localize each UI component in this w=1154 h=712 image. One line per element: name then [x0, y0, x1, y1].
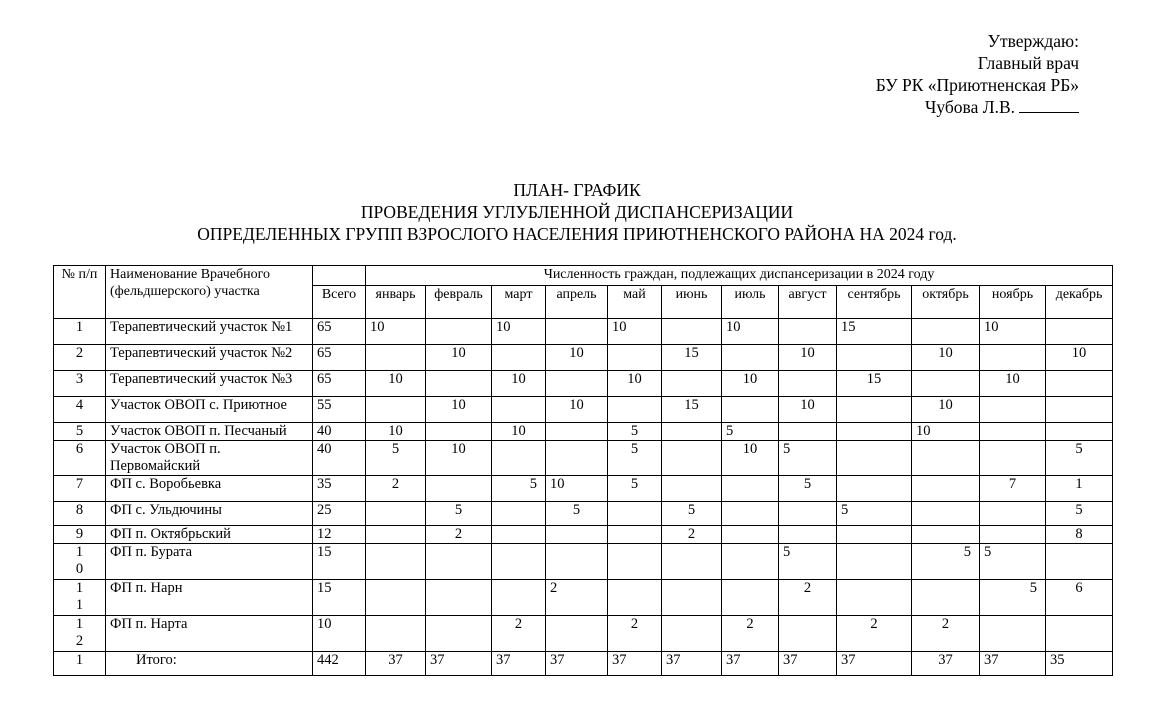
row-name: Участок ОВОП п. Песчаный	[106, 423, 313, 441]
row-month-value	[837, 397, 912, 423]
title-line-3: ОПРЕДЕЛЕННЫХ ГРУПП ВЗРОСЛОГО НАСЕЛЕНИЯ ПРИЮТНЕНСКОГО РАЙОНА НА 2024 год.	[197, 224, 957, 244]
row-month-value	[426, 616, 492, 652]
row-month-value	[837, 544, 912, 580]
row-month-value: 5	[1046, 502, 1113, 526]
row-month-value: 2	[608, 616, 662, 652]
document-title	[0, 179, 1154, 245]
row-month-value	[492, 502, 546, 526]
totals-month-value: 37	[366, 652, 426, 676]
row-month-value	[912, 526, 980, 544]
row-month-value	[1046, 616, 1113, 652]
row-total: 15	[313, 580, 366, 616]
row-month-value: 5	[426, 502, 492, 526]
row-num: 5	[54, 423, 106, 441]
row-month-value	[912, 371, 980, 397]
row-month-value	[980, 616, 1046, 652]
row-num-digit: 1	[75, 544, 84, 560]
totals-month-value: 37	[662, 652, 722, 676]
row-name: Терапевтический участок №2	[106, 345, 313, 371]
row-month-value	[662, 441, 722, 476]
row-total: 65	[313, 319, 366, 345]
row-month-value: 10	[366, 423, 426, 441]
row-month-value	[722, 397, 779, 423]
row-month-value	[546, 441, 608, 476]
row-month-value: 10	[722, 319, 779, 345]
totals-month-value: 37	[426, 652, 492, 676]
row-month-value: 5	[779, 476, 837, 502]
row-month-value: 1	[1046, 476, 1113, 502]
row-month-value: 10	[912, 423, 980, 441]
row-month-value	[912, 580, 980, 616]
row-month-value	[837, 580, 912, 616]
row-month-value: 10	[546, 397, 608, 423]
row-month-value	[722, 526, 779, 544]
row-num: 8	[54, 502, 106, 526]
table-row	[54, 319, 1113, 345]
row-month-value	[779, 319, 837, 345]
row-month-value	[492, 397, 546, 423]
row-month-value	[662, 319, 722, 345]
row-month-value: 5	[546, 502, 608, 526]
approval-line-3: БУ РК «Приютненская РБ»	[875, 75, 1079, 95]
row-total: 15	[313, 544, 366, 580]
row-month-value	[980, 502, 1046, 526]
row-name: ФП п. Бурата	[106, 544, 313, 580]
row-month-value: 6	[1046, 580, 1113, 616]
row-total: 40	[313, 423, 366, 441]
row-month-value	[608, 544, 662, 580]
table-row	[54, 397, 1113, 423]
header-month: февраль	[426, 286, 492, 319]
row-month-value	[980, 423, 1046, 441]
totals-month-value: 37	[492, 652, 546, 676]
row-month-value	[426, 319, 492, 345]
row-name: Участок ОВОП с. Приютное	[106, 397, 313, 423]
approval-line-2: Главный врач	[977, 53, 1079, 73]
row-month-value: 5	[722, 423, 779, 441]
row-month-value	[366, 345, 426, 371]
approver-name: Чубова Л.В.	[924, 97, 1015, 117]
header-month: октябрь	[912, 286, 980, 319]
row-month-value: 10	[1046, 345, 1113, 371]
row-month-value	[608, 502, 662, 526]
row-month-value	[608, 397, 662, 423]
row-month-value: 10	[492, 319, 546, 345]
header-month: январь	[366, 286, 426, 319]
row-month-value	[608, 580, 662, 616]
row-month-value: 10	[546, 476, 608, 502]
row-month-value	[837, 441, 912, 476]
row-month-value	[912, 502, 980, 526]
row-month-value: 5	[980, 544, 1046, 580]
row-month-value	[426, 423, 492, 441]
row-month-value: 8	[1046, 526, 1113, 544]
table-row	[54, 441, 1113, 476]
row-month-value: 10	[426, 345, 492, 371]
row-month-value: 2	[366, 476, 426, 502]
row-name: Участок ОВОП п. Первомайский	[106, 441, 313, 476]
row-month-value	[662, 616, 722, 652]
row-month-value	[426, 476, 492, 502]
header-month: август	[779, 286, 837, 319]
row-name: ФП п. Нарта	[106, 616, 313, 652]
row-month-value	[492, 441, 546, 476]
row-num: 6	[54, 441, 106, 476]
table-row	[54, 476, 1113, 502]
row-month-value: 2	[426, 526, 492, 544]
row-name: ФП п. Нарн	[106, 580, 313, 616]
row-num: 1	[54, 319, 106, 345]
row-month-value	[1046, 397, 1113, 423]
header-num: № п/п	[54, 266, 106, 319]
row-month-value: 10	[779, 345, 837, 371]
row-month-value	[608, 345, 662, 371]
row-month-value: 2	[662, 526, 722, 544]
row-month-value	[722, 580, 779, 616]
title-line-1: ПЛАН- ГРАФИК	[513, 180, 641, 200]
row-num-digit: 1	[75, 580, 84, 596]
row-month-value	[980, 397, 1046, 423]
row-total: 25	[313, 502, 366, 526]
row-month-value: 5	[980, 580, 1046, 616]
row-month-value: 10	[608, 371, 662, 397]
row-month-value	[779, 502, 837, 526]
totals-month-value: 37	[722, 652, 779, 676]
row-month-value	[426, 580, 492, 616]
header-name: Наименование Врачебного (фельдшерского) участка	[106, 266, 313, 319]
row-month-value	[779, 371, 837, 397]
row-month-value: 10	[426, 441, 492, 476]
row-num-digit: 0	[75, 561, 84, 577]
row-month-value	[546, 423, 608, 441]
table-row	[54, 544, 1113, 580]
row-total: 65	[313, 371, 366, 397]
header-month: март	[492, 286, 546, 319]
row-month-value: 10	[722, 371, 779, 397]
signature-line	[1019, 98, 1079, 113]
row-month-value: 2	[837, 616, 912, 652]
row-month-value	[366, 616, 426, 652]
row-month-value	[1046, 371, 1113, 397]
row-num: 2	[54, 345, 106, 371]
row-month-value: 15	[662, 345, 722, 371]
row-month-value: 2	[779, 580, 837, 616]
row-month-value	[912, 476, 980, 502]
row-month-value: 2	[722, 616, 779, 652]
row-month-value: 10	[980, 371, 1046, 397]
row-num-digit: 2	[75, 633, 84, 649]
row-total: 35	[313, 476, 366, 502]
row-month-value	[662, 371, 722, 397]
row-month-value	[722, 502, 779, 526]
row-num	[54, 580, 106, 616]
totals-total: 442	[313, 652, 366, 676]
row-month-value	[912, 441, 980, 476]
totals-month-value: 37	[980, 652, 1046, 676]
row-month-value	[492, 580, 546, 616]
row-month-value	[546, 544, 608, 580]
header-month: май	[608, 286, 662, 319]
row-name: ФП п. Октябрьский	[106, 526, 313, 544]
row-month-value: 10	[722, 441, 779, 476]
row-month-value	[837, 476, 912, 502]
row-num: 4	[54, 397, 106, 423]
header-group: Численность граждан, подлежащих диспансеризации в 2024 году	[366, 266, 1113, 286]
row-total: 40	[313, 441, 366, 476]
row-total: 65	[313, 345, 366, 371]
row-month-value: 10	[779, 397, 837, 423]
header-month: декабрь	[1046, 286, 1113, 319]
row-num: 9	[54, 526, 106, 544]
row-month-value	[662, 580, 722, 616]
header-month: ноябрь	[980, 286, 1046, 319]
table-row	[54, 423, 1113, 441]
row-month-value: 5	[837, 502, 912, 526]
row-month-value: 10	[912, 397, 980, 423]
row-month-value: 5	[779, 441, 837, 476]
row-num	[54, 544, 106, 580]
row-num-digit: 1	[75, 616, 84, 632]
row-month-value	[426, 544, 492, 580]
row-month-value	[1046, 319, 1113, 345]
row-month-value	[492, 345, 546, 371]
totals-month-value: 37	[779, 652, 837, 676]
row-num-digit: 1	[75, 597, 84, 613]
row-month-value: 5	[608, 441, 662, 476]
header-month: июль	[722, 286, 779, 319]
row-month-value: 15	[662, 397, 722, 423]
row-month-value: 15	[837, 319, 912, 345]
row-month-value	[837, 345, 912, 371]
row-month-value: 15	[837, 371, 912, 397]
row-month-value: 5	[912, 544, 980, 580]
totals-num: 1	[54, 652, 106, 676]
row-month-value: 10	[492, 371, 546, 397]
table-row	[54, 371, 1113, 397]
row-month-value	[779, 616, 837, 652]
row-month-value	[837, 423, 912, 441]
row-total: 12	[313, 526, 366, 544]
totals-month-value: 37	[546, 652, 608, 676]
totals-row	[54, 652, 1113, 676]
row-month-value	[980, 345, 1046, 371]
totals-month-value: 37	[912, 652, 980, 676]
row-month-value	[1046, 544, 1113, 580]
row-total: 10	[313, 616, 366, 652]
row-name: ФП с. Ульдючины	[106, 502, 313, 526]
row-month-value	[912, 319, 980, 345]
row-month-value	[492, 544, 546, 580]
row-month-value	[980, 526, 1046, 544]
totals-month-value: 37	[837, 652, 912, 676]
row-month-value: 5	[779, 544, 837, 580]
row-month-value	[1046, 423, 1113, 441]
row-name: Терапевтический участок №3	[106, 371, 313, 397]
row-month-value: 10	[492, 423, 546, 441]
row-month-value: 2	[492, 616, 546, 652]
row-month-value	[366, 526, 426, 544]
table-row	[54, 616, 1113, 652]
row-total: 55	[313, 397, 366, 423]
row-month-value	[722, 544, 779, 580]
table-row	[54, 580, 1113, 616]
row-month-value	[779, 423, 837, 441]
table-row	[54, 526, 1113, 544]
row-month-value	[662, 476, 722, 502]
row-num: 7	[54, 476, 106, 502]
header-total: Всего	[313, 286, 366, 319]
row-month-value: 5	[608, 423, 662, 441]
row-month-value	[722, 476, 779, 502]
row-month-value	[662, 544, 722, 580]
row-month-value	[546, 371, 608, 397]
row-month-value: 7	[980, 476, 1046, 502]
row-month-value	[366, 502, 426, 526]
row-month-value: 10	[980, 319, 1046, 345]
row-month-value	[492, 526, 546, 544]
row-month-value	[722, 345, 779, 371]
header-month: июнь	[662, 286, 722, 319]
header-month: сентябрь	[837, 286, 912, 319]
table-row	[54, 502, 1113, 526]
row-name: ФП с. Воробьевка	[106, 476, 313, 502]
row-month-value: 5	[1046, 441, 1113, 476]
row-month-value: 5	[608, 476, 662, 502]
approval-line-1: Утверждаю:	[987, 31, 1079, 51]
row-month-value: 2	[912, 616, 980, 652]
row-month-value	[546, 616, 608, 652]
header-blank	[313, 266, 366, 286]
totals-month-value: 35	[1046, 652, 1113, 676]
row-month-value: 10	[426, 397, 492, 423]
row-month-value	[366, 397, 426, 423]
row-month-value	[426, 371, 492, 397]
totals-month-value: 37	[608, 652, 662, 676]
row-month-value: 5	[662, 502, 722, 526]
row-month-value: 10	[912, 345, 980, 371]
row-month-value	[546, 319, 608, 345]
table-row	[54, 345, 1113, 371]
row-month-value: 10	[608, 319, 662, 345]
row-month-value	[779, 526, 837, 544]
row-month-value: 2	[546, 580, 608, 616]
row-month-value	[980, 441, 1046, 476]
table-body	[54, 319, 1113, 676]
header-month: апрель	[546, 286, 608, 319]
row-month-value: 10	[366, 371, 426, 397]
row-month-value: 5	[366, 441, 426, 476]
row-name: Терапевтический участок №1	[106, 319, 313, 345]
row-month-value	[546, 526, 608, 544]
approval-line-4	[876, 96, 1079, 118]
totals-label: Итого:	[106, 652, 313, 676]
row-month-value: 10	[546, 345, 608, 371]
row-month-value	[366, 580, 426, 616]
row-month-value	[608, 526, 662, 544]
row-month-value	[366, 544, 426, 580]
row-num: 3	[54, 371, 106, 397]
row-month-value	[837, 526, 912, 544]
title-line-2: ПРОВЕДЕНИЯ УГЛУБЛЕННОЙ ДИСПАНСЕРИЗАЦИИ	[360, 202, 794, 222]
row-num	[54, 616, 106, 652]
approval-block	[876, 30, 1079, 118]
schedule-table	[53, 265, 1113, 676]
row-month-value: 5	[492, 476, 546, 502]
row-month-value: 10	[366, 319, 426, 345]
row-month-value	[662, 423, 722, 441]
